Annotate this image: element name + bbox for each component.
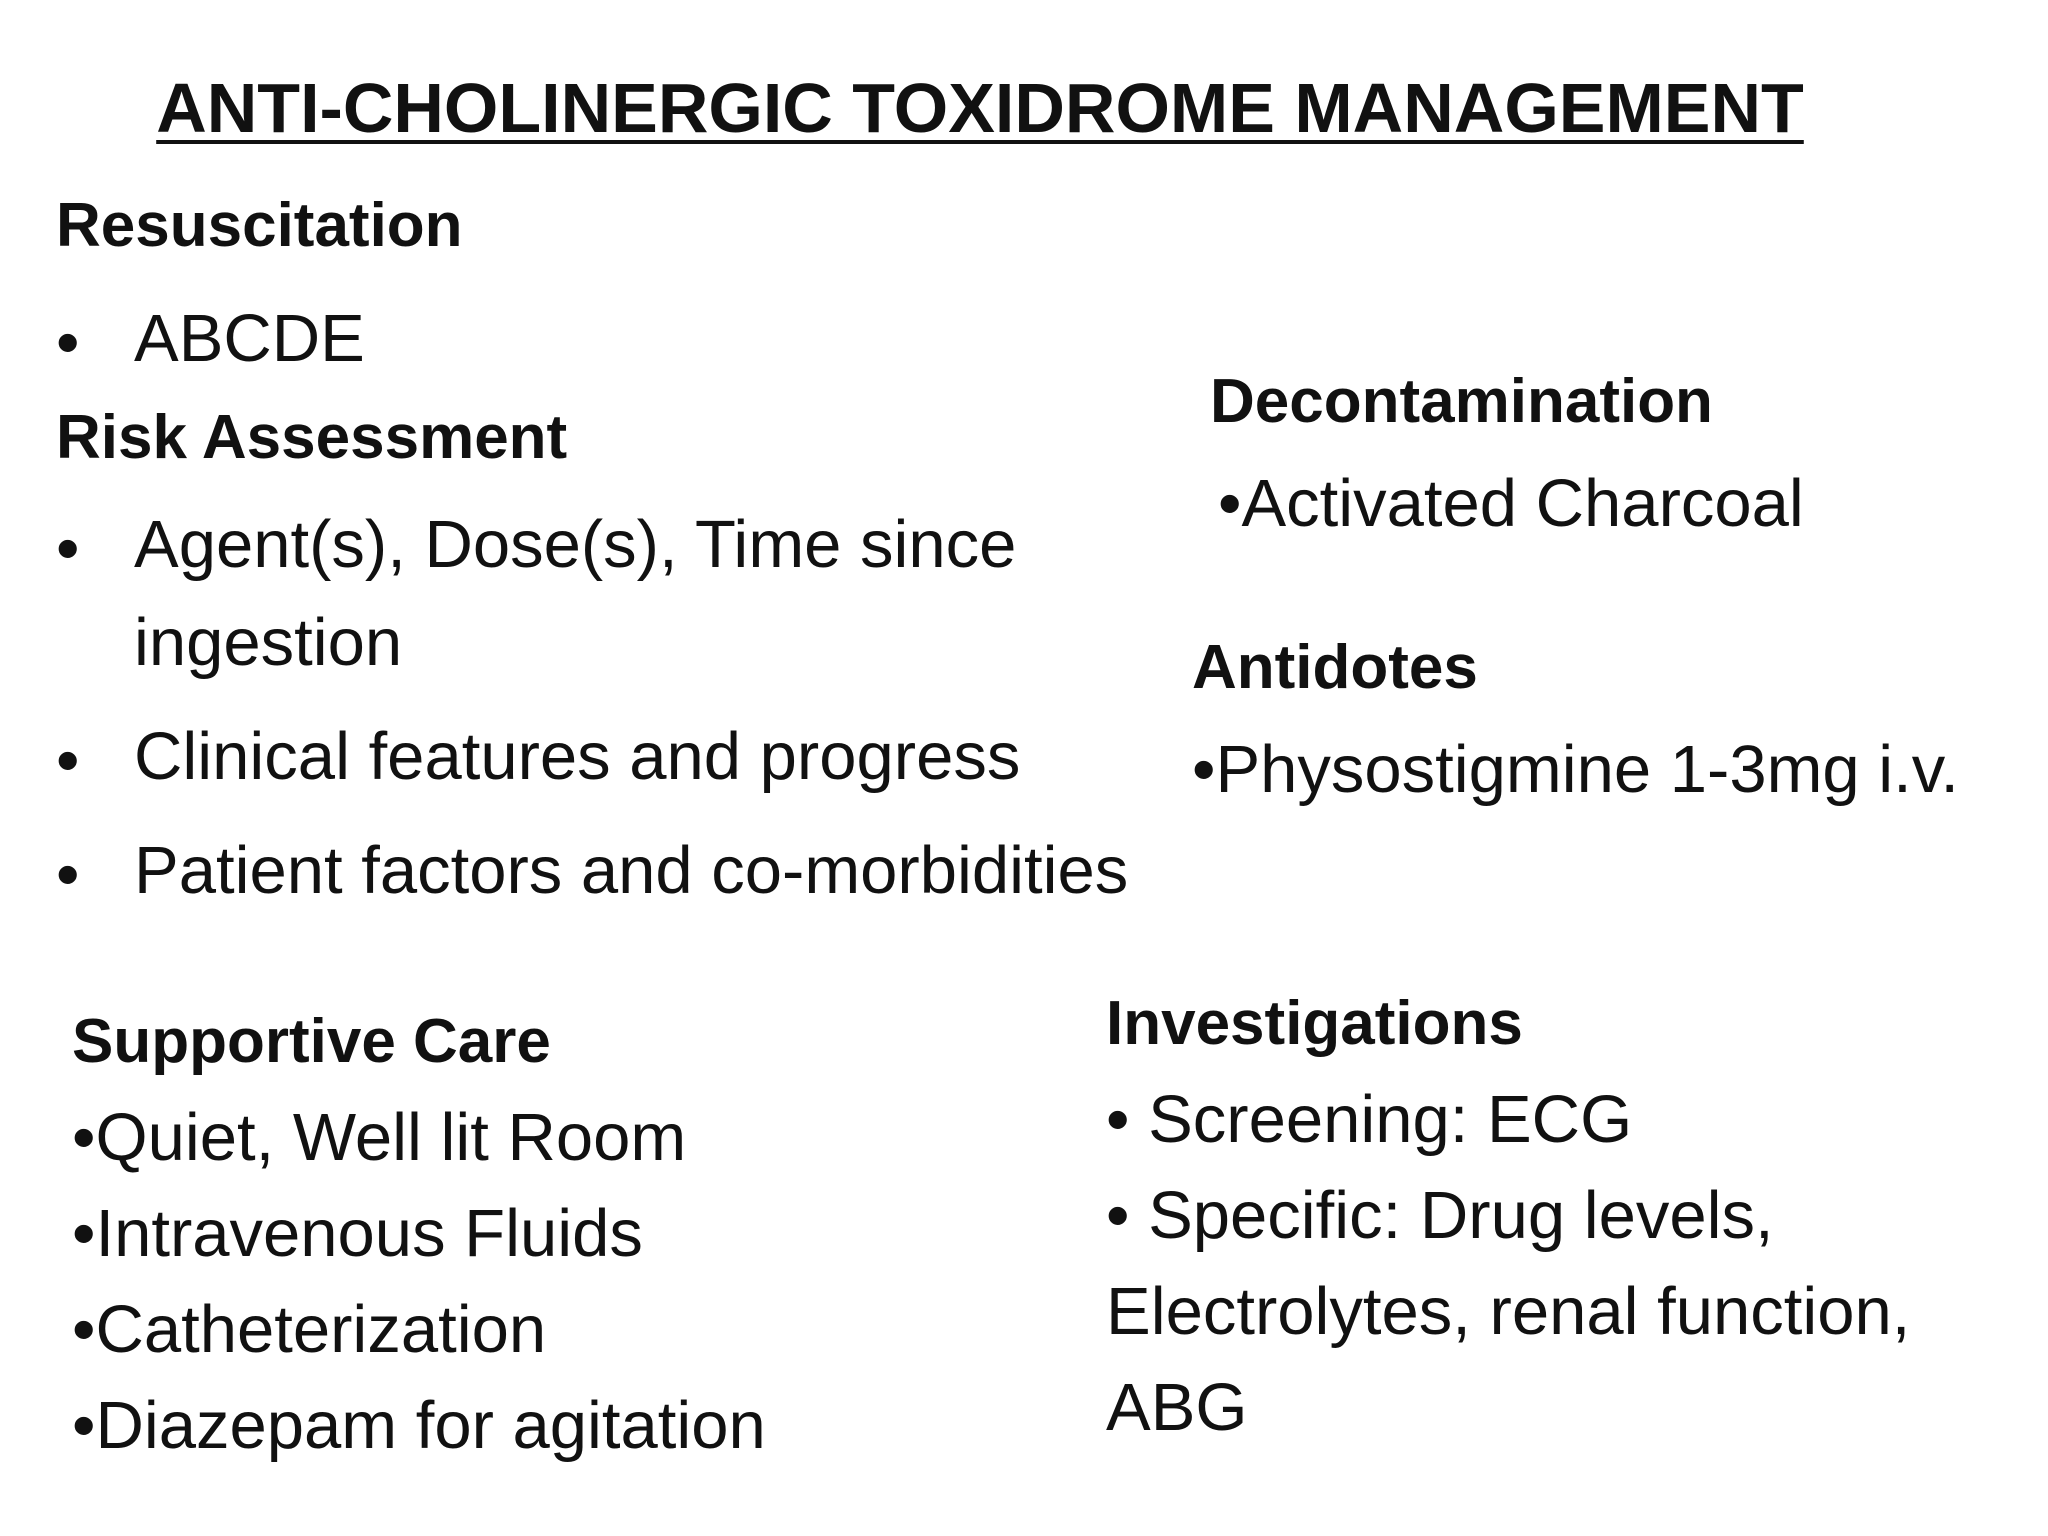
antidotes-heading: Antidotes xyxy=(1192,633,1478,702)
supportive-care-item: •Diazepam for agitation xyxy=(72,1388,766,1463)
antidotes-item: •Physostigmine 1-3mg i.v. xyxy=(1192,732,1959,807)
bullet-icon: • xyxy=(56,723,80,798)
supportive-care-heading: Supportive Care xyxy=(72,1007,551,1076)
risk-assessment-heading: Risk Assessment xyxy=(56,403,568,472)
investigations-item: • Screening: ECG xyxy=(1106,1082,1633,1157)
bullet-icon: • xyxy=(56,837,80,912)
investigations-item-continued: ABG xyxy=(1106,1370,1248,1445)
supportive-care-item: •Quiet, Well lit Room xyxy=(72,1100,687,1175)
supportive-care-item: •Intravenous Fluids xyxy=(72,1196,643,1271)
resuscitation-heading: Resuscitation xyxy=(56,191,463,260)
decontamination-heading: Decontamination xyxy=(1210,367,1713,436)
bullet-icon: • xyxy=(56,305,80,380)
bullet-icon: • xyxy=(56,511,80,586)
investigations-item-continued: Electrolytes, renal function, xyxy=(1106,1274,1911,1349)
slide-title: ANTI-CHOLINERGIC TOXIDROME MANAGEMENT xyxy=(156,69,1804,147)
decontamination-item: •Activated Charcoal xyxy=(1218,466,1804,541)
supportive-care-item: •Catheterization xyxy=(72,1292,547,1367)
investigations-heading: Investigations xyxy=(1106,989,1523,1058)
investigations-item: • Specific: Drug levels, xyxy=(1106,1178,1774,1253)
